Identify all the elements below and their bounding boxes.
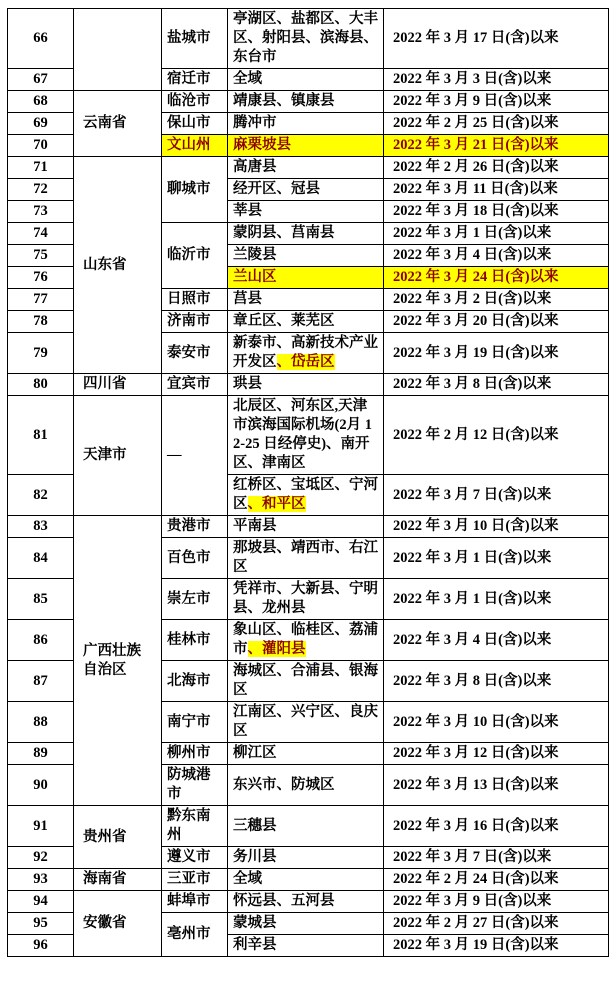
region-cell bbox=[228, 9, 384, 69]
region-cell bbox=[228, 289, 384, 311]
table-row bbox=[8, 374, 609, 396]
region-text-segment: 怀远县、五河县 bbox=[233, 893, 335, 909]
date-cell: 2022 年 2 月 27 日(含)以来 bbox=[384, 913, 609, 935]
region-highlight-segment: 、岱岳区 bbox=[276, 354, 335, 370]
table-row bbox=[8, 157, 609, 179]
date-cell: 2022 年 3 月 24 日(含)以来 bbox=[384, 267, 609, 289]
city-cell: — bbox=[162, 396, 228, 516]
date-cell: 2022 年 3 月 4 日(含)以来 bbox=[384, 245, 609, 267]
region-cell bbox=[228, 516, 384, 538]
city-cell: 聊城市 bbox=[162, 157, 228, 223]
region-text-segment: 柳江区 bbox=[233, 745, 277, 761]
row-number-cell: 73 bbox=[8, 201, 74, 223]
date-cell: 2022 年 3 月 12 日(含)以来 bbox=[384, 743, 609, 765]
row-number-cell: 92 bbox=[8, 847, 74, 869]
region-cell bbox=[228, 135, 384, 157]
date-cell: 2022 年 3 月 20 日(含)以来 bbox=[384, 311, 609, 333]
row-number-cell: 95 bbox=[8, 913, 74, 935]
region-cell bbox=[228, 374, 384, 396]
region-cell bbox=[228, 333, 384, 374]
region-cell bbox=[228, 201, 384, 223]
table-row bbox=[8, 396, 609, 475]
region-cell bbox=[228, 113, 384, 135]
region-text-segment: 北辰区、河东区,天津市滨海国际机场(2月 12-25 日经停史)、南开区、津南区 bbox=[233, 398, 372, 471]
date-cell: 2022 年 3 月 10 日(含)以来 bbox=[384, 516, 609, 538]
date-cell: 2022 年 3 月 19 日(含)以来 bbox=[384, 935, 609, 957]
region-text-segment: 那坡县、靖西市、右江区 bbox=[233, 540, 378, 575]
region-highlight-segment: 、和平区 bbox=[247, 496, 306, 512]
region-cell bbox=[228, 935, 384, 957]
city-cell: 南宁市 bbox=[162, 702, 228, 743]
province-cell: 广西壮族自治区 bbox=[74, 516, 162, 806]
date-cell: 2022 年 3 月 9 日(含)以来 bbox=[384, 891, 609, 913]
table-body bbox=[8, 9, 609, 957]
date-cell: 2022 年 2 月 12 日(含)以来 bbox=[384, 396, 609, 475]
region-text-segment: 凭祥市、大新县、宁明县、龙州县 bbox=[233, 581, 378, 616]
risk-area-table bbox=[7, 8, 609, 957]
row-number-cell: 74 bbox=[8, 223, 74, 245]
row-number-cell: 89 bbox=[8, 743, 74, 765]
date-cell: 2022 年 3 月 18 日(含)以来 bbox=[384, 201, 609, 223]
region-cell bbox=[228, 157, 384, 179]
region-text-segment: 珙县 bbox=[233, 376, 262, 392]
province-cell: 海南省 bbox=[74, 869, 162, 891]
date-cell: 2022 年 3 月 11 日(含)以来 bbox=[384, 179, 609, 201]
table-row bbox=[8, 91, 609, 113]
row-number-cell: 69 bbox=[8, 113, 74, 135]
date-cell: 2022 年 3 月 10 日(含)以来 bbox=[384, 702, 609, 743]
region-text-segment: 兰山区 bbox=[233, 269, 277, 285]
region-cell bbox=[228, 396, 384, 475]
city-cell: 亳州市 bbox=[162, 913, 228, 957]
city-cell: 百色市 bbox=[162, 538, 228, 579]
region-cell bbox=[228, 661, 384, 702]
city-cell: 盐城市 bbox=[162, 9, 228, 69]
region-cell bbox=[228, 475, 384, 516]
row-number-cell: 72 bbox=[8, 179, 74, 201]
city-cell: 宿迁市 bbox=[162, 69, 228, 91]
date-cell: 2022 年 3 月 7 日(含)以来 bbox=[384, 475, 609, 516]
row-number-cell: 84 bbox=[8, 538, 74, 579]
date-cell: 2022 年 3 月 1 日(含)以来 bbox=[384, 223, 609, 245]
row-number-cell: 93 bbox=[8, 869, 74, 891]
region-cell bbox=[228, 223, 384, 245]
region-text-segment: 新泰市、高新技术产业开发区 bbox=[233, 335, 378, 370]
date-cell: 2022 年 3 月 13 日(含)以来 bbox=[384, 765, 609, 806]
date-cell: 2022 年 3 月 9 日(含)以来 bbox=[384, 91, 609, 113]
date-cell: 2022 年 3 月 1 日(含)以来 bbox=[384, 538, 609, 579]
region-text-segment: 平南县 bbox=[233, 518, 277, 534]
row-number-cell: 91 bbox=[8, 806, 74, 847]
table-row bbox=[8, 869, 609, 891]
province-cell: 四川省 bbox=[74, 374, 162, 396]
region-text-segment: 章丘区、莱芜区 bbox=[233, 313, 335, 329]
city-cell: 桂林市 bbox=[162, 620, 228, 661]
province-cell: 云南省 bbox=[74, 91, 162, 157]
region-text-segment: 红桥区、宝坻区、宁河区 bbox=[233, 477, 378, 512]
region-text-segment: 莒县 bbox=[233, 291, 262, 307]
region-text-segment: 全域 bbox=[233, 871, 262, 887]
city-cell: 贵港市 bbox=[162, 516, 228, 538]
row-number-cell: 88 bbox=[8, 702, 74, 743]
row-number-cell: 77 bbox=[8, 289, 74, 311]
region-text-segment: 海城区、合浦县、银海区 bbox=[233, 663, 378, 698]
city-cell: 泰安市 bbox=[162, 333, 228, 374]
date-cell: 2022 年 2 月 26 日(含)以来 bbox=[384, 157, 609, 179]
region-text-segment: 蒙阴县、莒南县 bbox=[233, 225, 335, 241]
region-text-segment: 江南区、兴宁区、良庆区 bbox=[233, 704, 378, 739]
region-cell bbox=[228, 579, 384, 620]
date-cell: 2022 年 3 月 7 日(含)以来 bbox=[384, 847, 609, 869]
region-cell bbox=[228, 311, 384, 333]
table-row bbox=[8, 891, 609, 913]
table-row bbox=[8, 516, 609, 538]
city-cell: 临沧市 bbox=[162, 91, 228, 113]
region-text-segment: 兰陵县 bbox=[233, 247, 277, 263]
city-cell: 济南市 bbox=[162, 311, 228, 333]
row-number-cell: 96 bbox=[8, 935, 74, 957]
date-cell: 2022 年 3 月 4 日(含)以来 bbox=[384, 620, 609, 661]
date-cell: 2022 年 3 月 3 日(含)以来 bbox=[384, 69, 609, 91]
region-text-segment: 经开区、冠县 bbox=[233, 181, 320, 197]
region-cell bbox=[228, 891, 384, 913]
row-number-cell: 66 bbox=[8, 9, 74, 69]
city-cell: 三亚市 bbox=[162, 869, 228, 891]
table-row bbox=[8, 9, 609, 69]
city-cell: 宜宾市 bbox=[162, 374, 228, 396]
date-cell: 2022 年 3 月 8 日(含)以来 bbox=[384, 374, 609, 396]
row-number-cell: 68 bbox=[8, 91, 74, 113]
row-number-cell: 81 bbox=[8, 396, 74, 475]
region-cell bbox=[228, 538, 384, 579]
table-row bbox=[8, 806, 609, 847]
row-number-cell: 82 bbox=[8, 475, 74, 516]
city-cell: 日照市 bbox=[162, 289, 228, 311]
region-cell bbox=[228, 765, 384, 806]
date-cell: 2022 年 3 月 21 日(含)以来 bbox=[384, 135, 609, 157]
date-cell: 2022 年 3 月 2 日(含)以来 bbox=[384, 289, 609, 311]
region-cell bbox=[228, 179, 384, 201]
row-number-cell: 75 bbox=[8, 245, 74, 267]
row-number-cell: 80 bbox=[8, 374, 74, 396]
region-text-segment: 东兴市、防城区 bbox=[233, 776, 335, 793]
region-cell bbox=[228, 702, 384, 743]
region-text-segment: 靖康县、镇康县 bbox=[233, 93, 335, 109]
province-cell: 天津市 bbox=[74, 396, 162, 516]
row-number-cell: 79 bbox=[8, 333, 74, 374]
city-cell: 崇左市 bbox=[162, 579, 228, 620]
region-text-segment: 全域 bbox=[233, 71, 262, 87]
province-cell: 安徽省 bbox=[74, 891, 162, 957]
region-cell bbox=[228, 743, 384, 765]
region-cell bbox=[228, 69, 384, 91]
region-cell bbox=[228, 620, 384, 661]
region-cell bbox=[228, 806, 384, 847]
province-cell: 山东省 bbox=[74, 157, 162, 374]
row-number-cell: 67 bbox=[8, 69, 74, 91]
row-number-cell: 87 bbox=[8, 661, 74, 702]
region-cell bbox=[228, 267, 384, 289]
row-number-cell: 76 bbox=[8, 267, 74, 289]
date-cell: 2022 年 3 月 8 日(含)以来 bbox=[384, 661, 609, 702]
region-cell bbox=[228, 847, 384, 869]
city-cell: 遵义市 bbox=[162, 847, 228, 869]
city-cell: 黔东南州 bbox=[162, 806, 228, 847]
city-cell: 文山州 bbox=[162, 135, 228, 157]
row-number-cell: 70 bbox=[8, 135, 74, 157]
region-cell bbox=[228, 913, 384, 935]
date-cell: 2022 年 3 月 1 日(含)以来 bbox=[384, 579, 609, 620]
region-text-segment: 亭湖区、盐都区、大丰区、射阳县、滨海县、东台市 bbox=[233, 11, 378, 65]
city-cell: 北海市 bbox=[162, 661, 228, 702]
city-cell: 柳州市 bbox=[162, 743, 228, 765]
region-text-segment: 蒙城县 bbox=[233, 915, 277, 931]
city-cell: 蚌埠市 bbox=[162, 891, 228, 913]
province-cell: 贵州省 bbox=[74, 806, 162, 869]
region-text-segment: 莘县 bbox=[233, 203, 262, 219]
city-cell: 防城港市 bbox=[162, 765, 228, 806]
region-text-segment: 腾冲市 bbox=[233, 115, 277, 131]
city-cell: 保山市 bbox=[162, 113, 228, 135]
row-number-cell: 83 bbox=[8, 516, 74, 538]
row-number-cell: 90 bbox=[8, 765, 74, 806]
row-number-cell: 71 bbox=[8, 157, 74, 179]
row-number-cell: 86 bbox=[8, 620, 74, 661]
region-text-segment: 务川县 bbox=[233, 849, 277, 865]
region-highlight-segment: 、灌阳县 bbox=[247, 641, 306, 657]
region-text-segment: 三穗县 bbox=[233, 817, 277, 834]
region-text-segment: 利辛县 bbox=[233, 937, 277, 953]
region-text-segment: 麻栗坡县 bbox=[233, 137, 291, 153]
region-cell bbox=[228, 869, 384, 891]
row-number-cell: 85 bbox=[8, 579, 74, 620]
row-number-cell: 78 bbox=[8, 311, 74, 333]
region-cell bbox=[228, 91, 384, 113]
region-text-segment: 高唐县 bbox=[233, 159, 277, 175]
region-text-segment: 象山区、临桂区、荔浦市 bbox=[233, 622, 378, 657]
date-cell: 2022 年 3 月 17 日(含)以来 bbox=[384, 9, 609, 69]
date-cell: 2022 年 3 月 16 日(含)以来 bbox=[384, 806, 609, 847]
province-cell bbox=[74, 9, 162, 91]
date-cell: 2022 年 2 月 25 日(含)以来 bbox=[384, 113, 609, 135]
row-number-cell: 94 bbox=[8, 891, 74, 913]
date-cell: 2022 年 3 月 19 日(含)以来 bbox=[384, 333, 609, 374]
city-cell: 临沂市 bbox=[162, 223, 228, 289]
date-cell: 2022 年 2 月 24 日(含)以来 bbox=[384, 869, 609, 891]
region-cell bbox=[228, 245, 384, 267]
